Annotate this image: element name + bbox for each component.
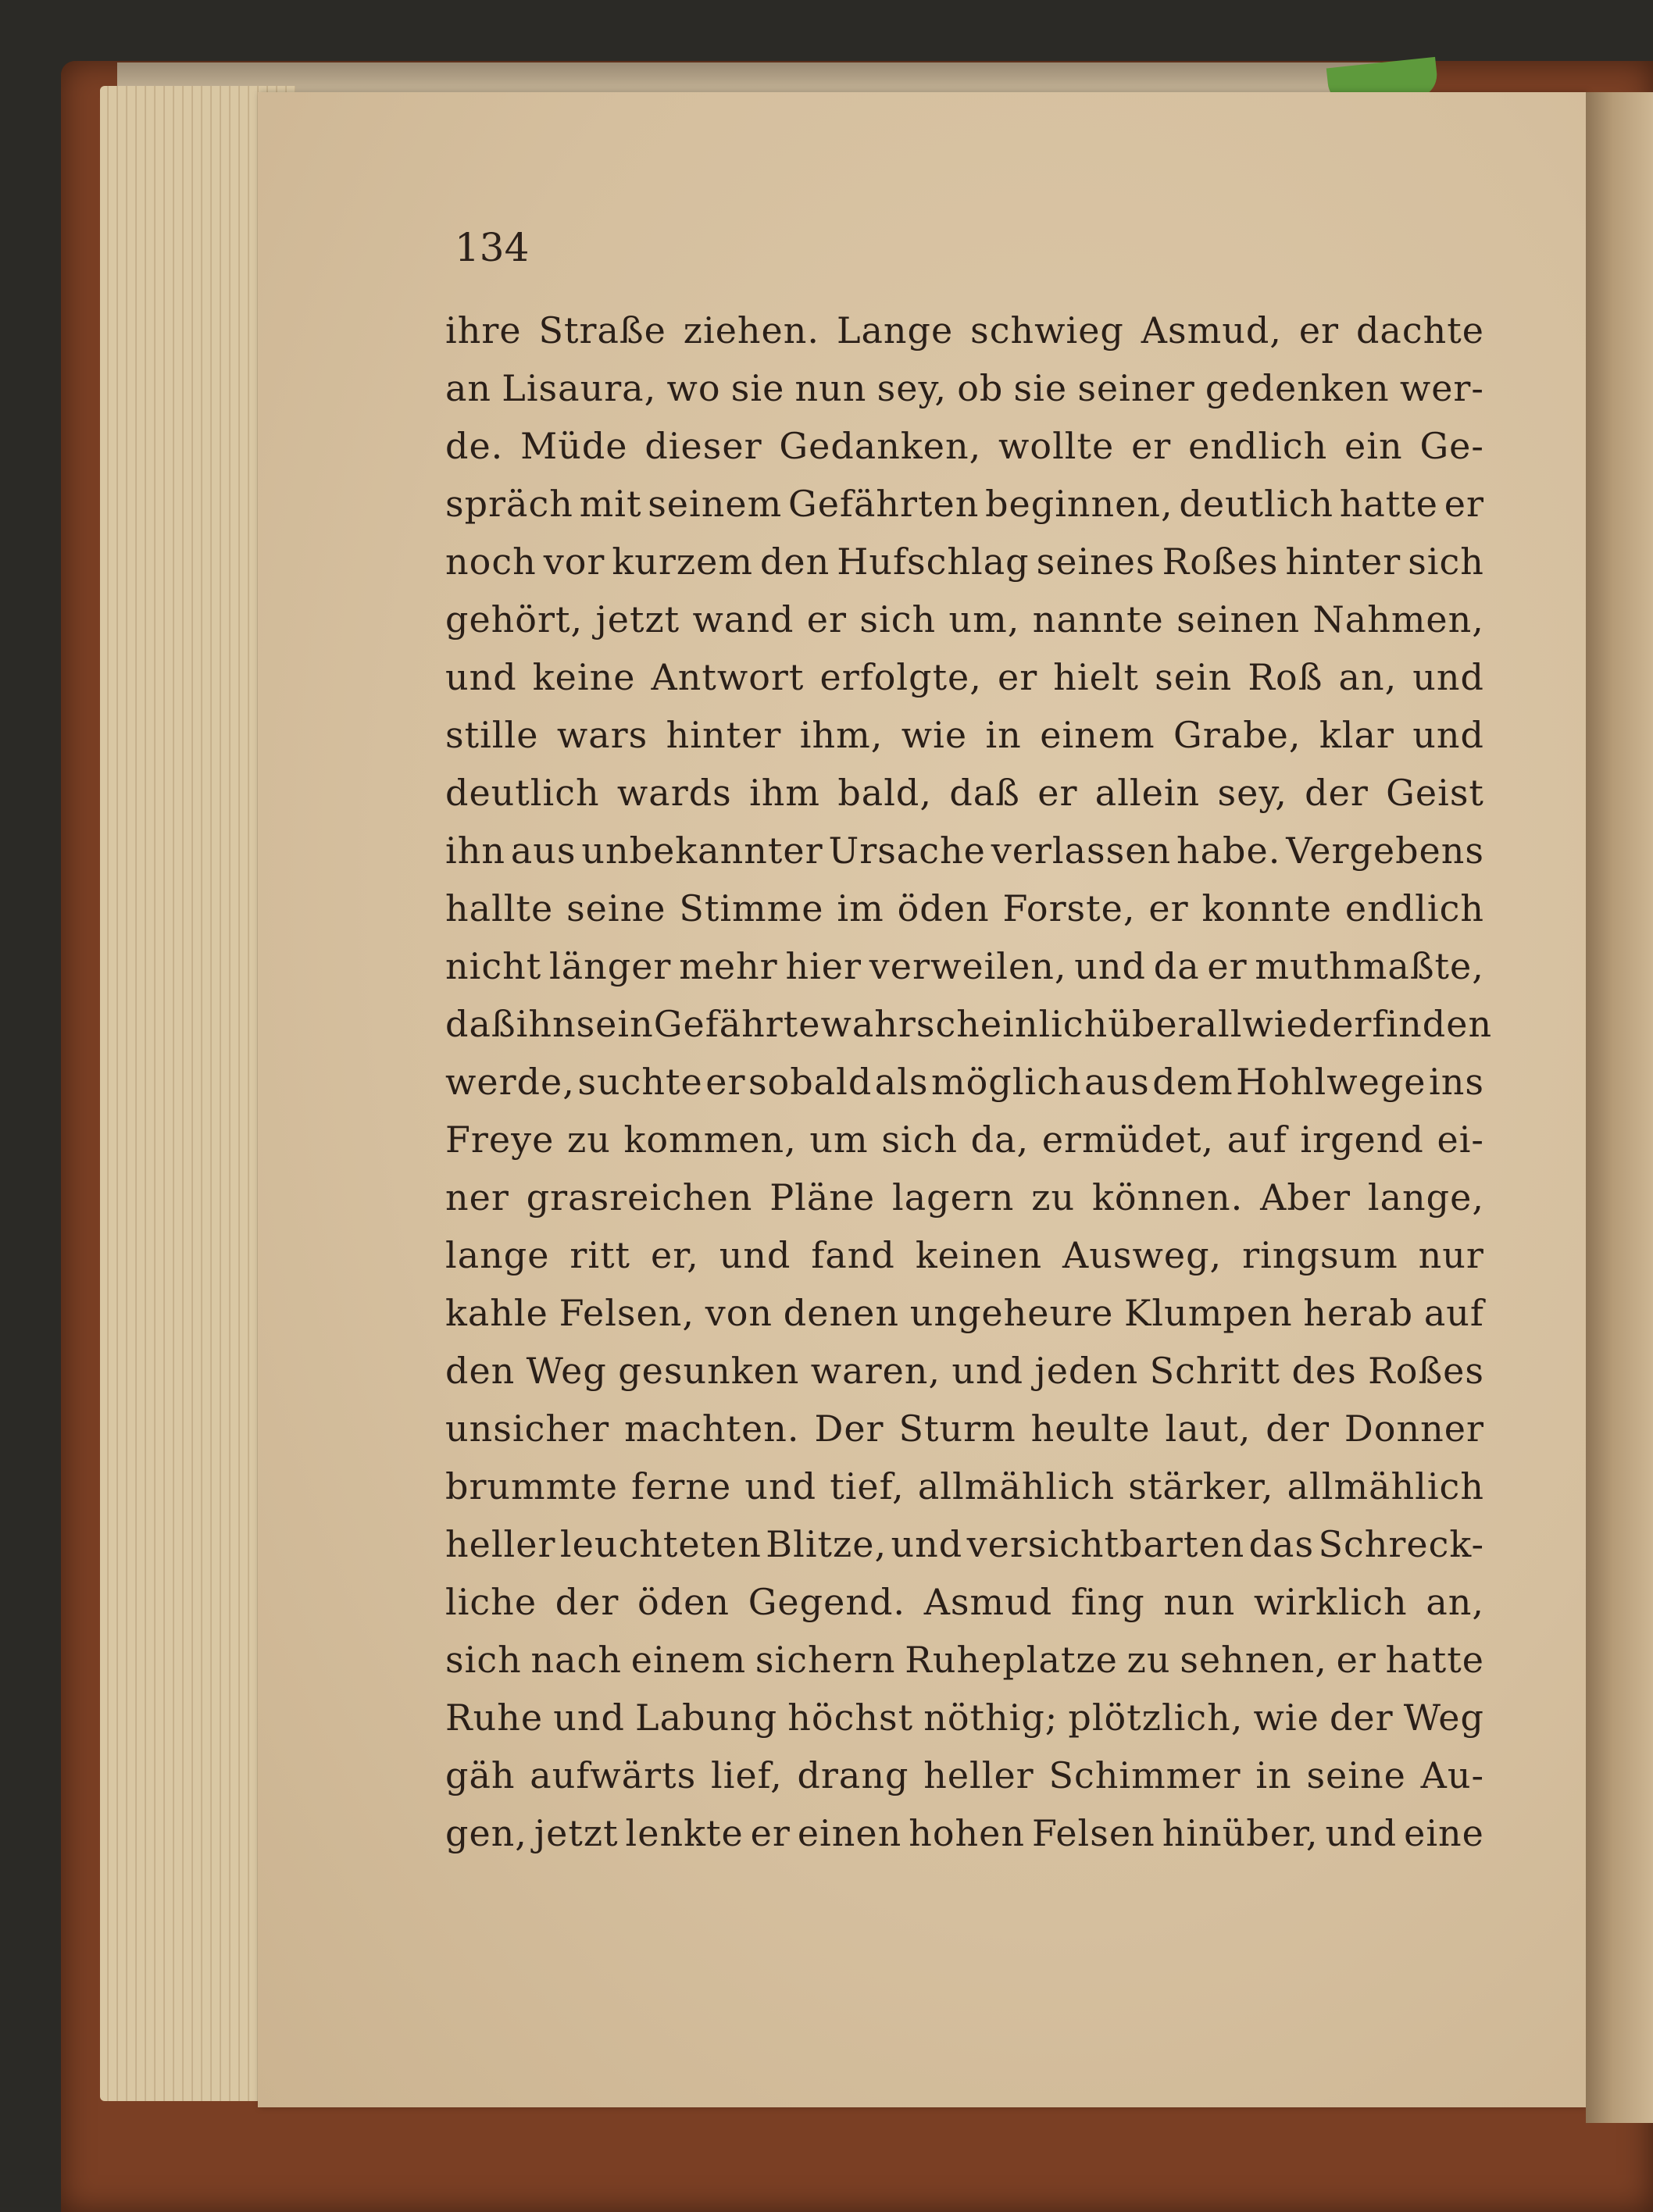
text-word: sie: [1013, 367, 1068, 409]
text-word: jeden: [1034, 1350, 1139, 1392]
text-word: ferne: [631, 1465, 732, 1507]
text-word: Aber: [1260, 1176, 1351, 1218]
text-word: als: [874, 1061, 929, 1103]
text-word: in: [985, 714, 1022, 756]
text-word: aufwärts: [530, 1754, 697, 1796]
text-word: erfolgte,: [819, 656, 982, 698]
text-word: Straße: [538, 309, 666, 351]
text-line: [445, 648, 1484, 706]
text-word: dieser: [644, 425, 762, 467]
text-word: Stimme: [679, 887, 824, 929]
text-word: Hufschlag: [837, 541, 1030, 583]
text-word: er: [806, 598, 848, 640]
text-word: den: [759, 541, 830, 583]
text-word: hohen: [909, 1812, 1025, 1854]
text-word: Gefährte: [653, 1003, 821, 1045]
text-word: hatte: [1339, 483, 1438, 525]
text-word: werde,: [445, 1061, 575, 1103]
text-word: Forste,: [1002, 887, 1136, 929]
text-line: [445, 590, 1484, 648]
text-word: verweilen,: [869, 945, 1067, 987]
text-word: können.: [1092, 1176, 1244, 1218]
text-word: jetzt: [595, 598, 680, 640]
text-word: wards: [616, 772, 732, 814]
text-word: an,: [1426, 1581, 1484, 1623]
text-word: an: [445, 367, 492, 409]
text-line: [445, 995, 1493, 1053]
text-word: um,: [948, 598, 1020, 640]
text-word: Felsen: [1031, 1812, 1155, 1854]
text-word: Roßes: [1162, 541, 1279, 583]
text-word: Lange: [836, 309, 954, 351]
text-word: das: [1248, 1523, 1315, 1565]
text-word: Grabe,: [1173, 714, 1301, 756]
text-word: sein: [1155, 656, 1233, 698]
text-word: daß: [445, 1003, 516, 1045]
text-word: Gedanken,: [779, 425, 982, 467]
text-word: gedenken: [1205, 367, 1390, 409]
text-word: daß: [949, 772, 1020, 814]
text-word: sich: [445, 1639, 522, 1681]
text-word: eine: [1404, 1812, 1484, 1854]
text-word: seinen: [1176, 598, 1301, 640]
book-gutter: [1586, 92, 1653, 2123]
text-word: Schimmer: [1048, 1754, 1241, 1796]
text-word: sey,: [876, 367, 947, 409]
text-word: möglich: [931, 1061, 1082, 1103]
text-word: um: [809, 1118, 869, 1161]
text-word: er: [1207, 945, 1248, 987]
text-line: [445, 533, 1484, 590]
text-word: sey,: [1217, 772, 1287, 814]
text-word: heller: [445, 1523, 556, 1565]
text-word: spräch: [445, 483, 573, 525]
text-line: [445, 1573, 1484, 1631]
text-word: einen: [797, 1812, 902, 1854]
text-word: und: [1074, 945, 1146, 987]
text-word: seiner: [1077, 367, 1195, 409]
text-word: wo: [666, 367, 721, 409]
text-word: allmählich: [1287, 1465, 1484, 1507]
text-word: sichern: [755, 1639, 896, 1681]
text-word: lagern: [892, 1176, 1015, 1218]
text-word: an,: [1338, 656, 1398, 698]
text-word: Labung: [635, 1696, 778, 1739]
text-word: hinüber,: [1162, 1812, 1319, 1854]
text-word: mehr: [679, 945, 778, 987]
text-word: Roß: [1248, 656, 1323, 698]
text-word: unsicher: [445, 1407, 610, 1450]
text-word: habe.: [1176, 830, 1281, 872]
text-word: Lisaura,: [502, 367, 657, 409]
text-word: sich: [859, 598, 937, 640]
text-line: [445, 1515, 1484, 1573]
text-line: [445, 1284, 1484, 1342]
text-word: wieder: [1242, 1003, 1373, 1045]
text-line: [445, 1746, 1484, 1804]
text-word: liche: [445, 1581, 537, 1623]
text-line: [445, 1226, 1484, 1284]
text-line: [445, 475, 1484, 533]
text-word: der: [1305, 772, 1369, 814]
text-word: lenkte: [625, 1812, 744, 1854]
text-word: heulte: [1030, 1407, 1151, 1450]
text-word: er,: [650, 1234, 699, 1276]
text-word: Antwort: [651, 656, 805, 698]
text-line: [445, 879, 1484, 937]
text-word: wirklich: [1253, 1581, 1408, 1623]
text-word: Pläne: [769, 1176, 876, 1218]
text-word: denen: [783, 1292, 899, 1334]
text-word: nannte: [1032, 598, 1164, 640]
text-word: und: [1412, 714, 1484, 756]
text-word: nach: [530, 1639, 622, 1681]
text-word: mit: [579, 483, 642, 525]
text-word: er: [1336, 1639, 1376, 1681]
text-word: Der: [814, 1407, 884, 1450]
text-word: wand: [692, 598, 794, 640]
text-word: Ursache: [828, 830, 986, 872]
text-word: stärker,: [1128, 1465, 1274, 1507]
text-word: Geist: [1386, 772, 1484, 814]
text-word: Ge-: [1419, 425, 1484, 467]
text-word: dem: [1152, 1061, 1234, 1103]
book-headband: [117, 62, 1383, 95]
text-word: Roßes: [1368, 1350, 1484, 1392]
text-word: und: [744, 1465, 817, 1507]
text-word: Blitze,: [766, 1523, 887, 1565]
text-word: wollte: [998, 425, 1115, 467]
text-word: er: [1148, 887, 1189, 929]
text-word: nöthig;: [923, 1696, 1059, 1739]
text-word: sehnen,: [1180, 1639, 1327, 1681]
page-text: [445, 301, 1493, 1862]
text-word: Felsen,: [559, 1292, 695, 1334]
text-word: klar: [1319, 714, 1394, 756]
text-word: dachte: [1355, 309, 1484, 351]
text-word: wie: [1253, 1696, 1319, 1739]
text-word: de.: [445, 425, 504, 467]
text-word: wer-: [1399, 367, 1484, 409]
text-word: ermüdet,: [1041, 1118, 1215, 1161]
text-word: Ruhe: [445, 1696, 544, 1739]
text-word: hatte: [1385, 1639, 1484, 1681]
text-line: [445, 359, 1484, 417]
text-word: der: [555, 1581, 619, 1623]
text-word: konnte: [1201, 887, 1332, 929]
text-word: und: [553, 1696, 625, 1739]
text-word: machten.: [624, 1407, 800, 1450]
text-word: wars: [556, 714, 648, 756]
text-word: Sturm: [898, 1407, 1016, 1450]
text-word: unbekannter: [581, 830, 823, 872]
text-word: und: [1412, 656, 1484, 698]
text-word: ei-: [1437, 1118, 1484, 1161]
text-word: einem: [1040, 714, 1155, 756]
text-line: [445, 1053, 1484, 1111]
text-word: Ruheplatze: [905, 1639, 1118, 1681]
text-word: ihm: [749, 772, 821, 814]
text-word: öden: [637, 1581, 730, 1623]
text-word: Schreck-: [1318, 1523, 1484, 1565]
text-word: seine: [1306, 1754, 1406, 1796]
text-word: gehört,: [445, 598, 584, 640]
text-word: vor: [543, 541, 605, 583]
text-word: ziehen.: [683, 309, 820, 351]
text-word: sein: [576, 1003, 654, 1045]
text-line: [445, 417, 1484, 475]
text-word: länger: [549, 945, 672, 987]
text-word: sie: [730, 367, 785, 409]
text-word: Weg: [1403, 1696, 1484, 1739]
text-word: ihn: [516, 1003, 577, 1045]
text-word: hallte: [445, 887, 554, 929]
text-line: [445, 1111, 1484, 1168]
text-word: und: [891, 1523, 963, 1565]
text-word: keinen: [915, 1234, 1043, 1276]
text-word: lange: [445, 1234, 550, 1276]
text-word: nur: [1418, 1234, 1484, 1276]
text-word: deutlich: [445, 772, 600, 814]
text-word: keine: [532, 656, 636, 698]
text-word: Müde: [520, 425, 628, 467]
text-word: nicht: [445, 945, 542, 987]
text-word: des: [1291, 1350, 1357, 1392]
text-word: nun: [794, 367, 867, 409]
text-word: noch: [445, 541, 537, 583]
text-word: Hohlwege: [1236, 1061, 1426, 1103]
text-word: herab: [1303, 1292, 1414, 1334]
text-word: ins: [1429, 1061, 1484, 1103]
text-word: fing: [1070, 1581, 1145, 1623]
text-word: allmählich: [917, 1465, 1116, 1507]
text-word: wahrscheinlich: [820, 1003, 1109, 1045]
text-line: [445, 1168, 1484, 1226]
text-word: sobald: [748, 1061, 873, 1103]
text-line: [445, 822, 1484, 879]
text-word: er: [1444, 483, 1484, 525]
text-word: allein: [1094, 772, 1201, 814]
text-word: und: [719, 1234, 791, 1276]
text-word: bald,: [837, 772, 932, 814]
page-number: 134: [455, 225, 530, 270]
text-word: gäh: [445, 1754, 516, 1796]
text-line: [445, 1689, 1484, 1746]
text-word: Gegend.: [748, 1581, 906, 1623]
text-word: sich: [1408, 541, 1484, 583]
text-line: [445, 301, 1484, 359]
text-word: Nahmen,: [1312, 598, 1484, 640]
text-word: seines: [1036, 541, 1155, 583]
text-word: ritt: [569, 1234, 631, 1276]
text-line: [445, 706, 1484, 764]
text-word: aus: [1084, 1061, 1150, 1103]
text-word: von: [705, 1292, 773, 1334]
text-word: Donner: [1344, 1407, 1484, 1450]
text-word: suchte: [577, 1061, 703, 1103]
text-word: muthmaßte,: [1255, 945, 1484, 987]
text-word: auf: [1226, 1118, 1287, 1161]
text-word: deutlich: [1179, 483, 1333, 525]
text-word: er: [997, 656, 1038, 698]
text-word: Schritt: [1149, 1350, 1281, 1392]
text-word: kommen,: [623, 1118, 797, 1161]
text-word: ungeheure: [909, 1292, 1114, 1334]
text-word: ob: [957, 367, 1004, 409]
text-word: einem: [630, 1639, 747, 1681]
text-word: wie: [901, 714, 968, 756]
text-word: kurzem: [612, 541, 753, 583]
text-word: ner: [445, 1176, 509, 1218]
text-word: waren,: [810, 1350, 941, 1392]
text-word: ringsum: [1242, 1234, 1398, 1276]
text-word: aus: [510, 830, 577, 872]
text-word: Asmud,: [1141, 309, 1282, 351]
text-word: höchst: [787, 1696, 914, 1739]
text-word: Freye: [445, 1118, 555, 1161]
text-word: kahle: [445, 1292, 548, 1334]
text-line: [445, 1457, 1484, 1515]
text-word: hinter: [1285, 541, 1401, 583]
text-word: gesunken: [618, 1350, 800, 1392]
text-word: irgend: [1300, 1118, 1424, 1161]
text-word: lief,: [711, 1754, 783, 1796]
text-line: [445, 937, 1484, 995]
text-word: den: [445, 1350, 516, 1392]
text-word: hinter: [666, 714, 782, 756]
text-word: jetzt: [534, 1812, 619, 1854]
text-word: schwieg: [970, 309, 1124, 351]
text-word: zu: [1126, 1639, 1171, 1681]
text-word: sich: [881, 1118, 959, 1161]
text-word: Ausweg,: [1062, 1234, 1223, 1276]
text-word: grasreichen: [526, 1176, 753, 1218]
text-word: er: [1131, 425, 1172, 467]
text-word: in: [1255, 1754, 1292, 1796]
text-word: der: [1266, 1407, 1330, 1450]
text-word: zu: [566, 1118, 611, 1161]
text-word: da: [1153, 945, 1200, 987]
text-word: heller: [923, 1754, 1034, 1796]
text-word: überall: [1108, 1003, 1243, 1045]
text-word: seine: [566, 887, 666, 929]
text-word: endlich: [1344, 887, 1484, 929]
text-word: laut,: [1165, 1407, 1251, 1450]
text-word: stille: [445, 714, 539, 756]
text-word: zu: [1031, 1176, 1076, 1218]
text-word: er: [750, 1812, 791, 1854]
text-word: finden: [1372, 1003, 1493, 1045]
text-word: fand: [811, 1234, 895, 1276]
text-word: ihn: [445, 830, 505, 872]
text-word: beginnen,: [985, 483, 1173, 525]
text-word: lange,: [1367, 1176, 1484, 1218]
text-word: öden: [897, 887, 990, 929]
text-line: [445, 1631, 1484, 1689]
text-word: hier: [785, 945, 862, 987]
text-word: versichtbarten: [966, 1523, 1245, 1565]
text-line: [445, 1804, 1484, 1862]
text-word: nun: [1163, 1581, 1236, 1623]
text-word: Asmud: [923, 1581, 1053, 1623]
text-word: und: [951, 1350, 1024, 1392]
text-word: plötzlich,: [1068, 1696, 1244, 1739]
text-word: gen,: [445, 1812, 527, 1854]
text-word: auf: [1423, 1292, 1484, 1334]
text-word: im: [837, 887, 884, 929]
text-word: ihm,: [799, 714, 884, 756]
text-word: hielt: [1053, 656, 1140, 698]
text-word: Weg: [526, 1350, 607, 1392]
text-word: brummte: [445, 1465, 619, 1507]
text-word: leuchteten: [559, 1523, 762, 1565]
text-word: Klumpen: [1124, 1292, 1293, 1334]
text-word: Au-: [1420, 1754, 1484, 1796]
text-word: Vergebens: [1286, 830, 1484, 872]
text-word: drang: [797, 1754, 909, 1796]
text-line: [445, 764, 1484, 822]
text-word: ein: [1344, 425, 1403, 467]
text-word: und: [445, 656, 517, 698]
text-line: [445, 1342, 1484, 1400]
text-word: und: [1325, 1812, 1398, 1854]
text-word: verlassen: [991, 830, 1172, 872]
text-line: [445, 1400, 1484, 1457]
text-word: endlich: [1188, 425, 1328, 467]
text-word: er: [1298, 309, 1340, 351]
text-word: er: [1037, 772, 1078, 814]
text-word: ihre: [445, 309, 522, 351]
text-word: er: [705, 1061, 746, 1103]
text-word: der: [1329, 1696, 1394, 1739]
text-word: tief,: [830, 1465, 905, 1507]
text-word: da,: [970, 1118, 1030, 1161]
text-word: seinem: [648, 483, 783, 525]
text-word: Gefährten: [787, 483, 980, 525]
